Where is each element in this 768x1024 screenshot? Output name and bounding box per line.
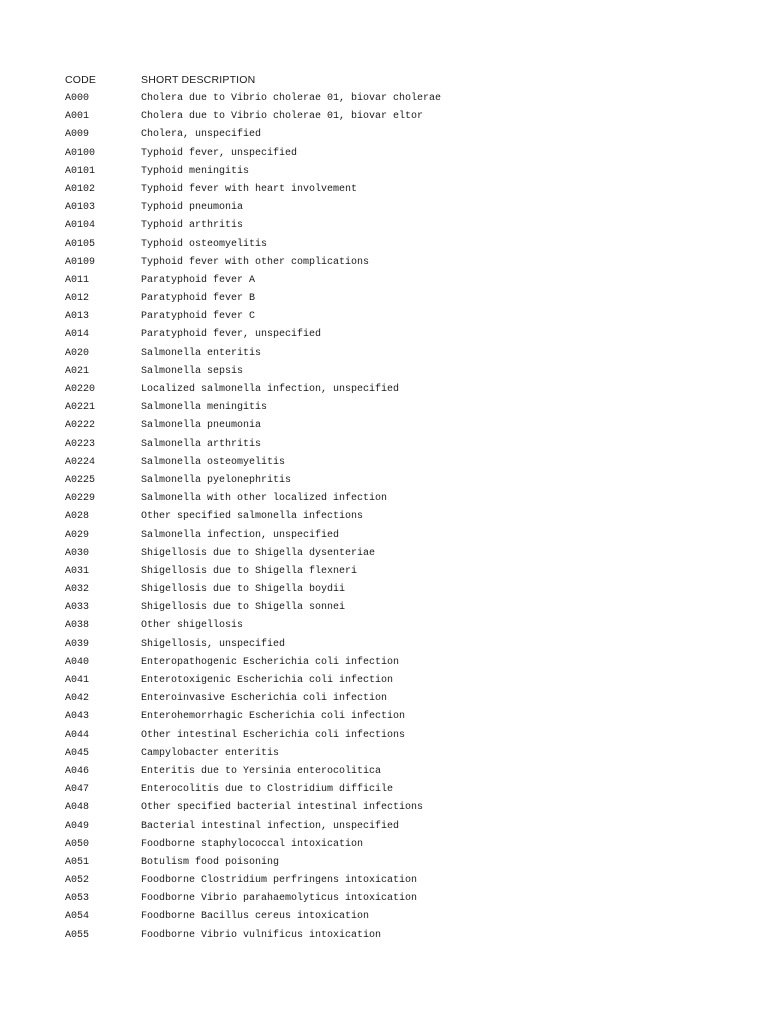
row-code: A054 [65,911,90,923]
row-code: A047 [65,784,90,796]
row-description: Enteropathogenic Escherichia coli infection [141,656,400,668]
row-description: Shigellosis due to Shigella boydii [141,584,346,596]
row-code: A028 [65,511,90,523]
row-description: Cholera due to Vibrio cholerae 01, biovar eltor [141,111,424,123]
row-description: Typhoid fever with other complications [141,256,370,268]
table-row [65,710,725,728]
row-description: Botulism food poisoning [141,856,280,868]
row-description: Typhoid meningitis [141,165,250,177]
row-code: A0105 [65,238,96,250]
row-code: A046 [65,765,90,777]
row-code: A011 [65,274,90,286]
row-code: A042 [65,693,90,705]
table-row [65,256,725,274]
row-code: A0229 [65,493,96,505]
table-row [65,910,725,928]
row-description: Salmonella pneumonia [141,420,262,432]
row-code: A031 [65,565,90,577]
table-row [65,219,725,237]
table-row [65,274,725,292]
row-code: A0221 [65,402,96,414]
table-row [65,583,725,601]
table-row [65,892,725,910]
row-description: Cholera due to Vibrio cholerae 01, biovar cholerae [141,93,442,104]
table-row [65,310,725,328]
row-code: A043 [65,711,90,723]
row-code: A033 [65,602,90,614]
row-code: A039 [65,638,90,650]
row-code: A0220 [65,384,96,395]
table-row [65,729,725,747]
row-code: A0102 [65,183,96,195]
row-code: A021 [65,365,90,377]
table-row [65,874,725,892]
table-row [65,801,725,819]
row-description: Foodborne Bacillus cereus intoxication [141,911,370,923]
row-description: Salmonella meningitis [141,402,268,414]
row-code: A030 [65,547,90,559]
row-description: Enterotoxigenic Escherichia coli infection [141,675,394,686]
row-code: A014 [65,329,90,341]
table-row [65,565,725,583]
table-row [65,92,725,110]
table-row [65,820,725,838]
row-description: Salmonella sepsis [141,365,244,377]
table-row [65,292,725,310]
row-code: A044 [65,729,90,741]
row-description: Other intestinal Escherichia coli infections [141,729,406,741]
row-code: A009 [65,129,90,141]
row-description: Paratyphoid fever B [141,293,256,305]
row-description: Salmonella osteomyelitis [141,456,286,468]
table-row [65,201,725,219]
row-description: Salmonella arthritis [141,438,262,450]
row-description: Salmonella with other localized infection [141,493,388,505]
row-description: Enterocolitis due to Clostridium difficile [141,784,394,796]
row-code: A045 [65,747,90,759]
row-code: A0224 [65,456,96,468]
row-description: Localized salmonella infection, unspecified [141,384,400,395]
row-code: A0104 [65,220,96,232]
row-description: Salmonella enteritis [141,347,262,359]
table-row [65,438,725,456]
table-row [65,692,725,710]
row-code: A032 [65,584,90,596]
column-header-code: CODE [65,74,97,86]
row-code: A0222 [65,420,96,432]
row-description: Enterohemorrhagic Escherichia coli infection [141,711,406,723]
row-description: Salmonella pyelonephritis [141,474,292,486]
row-code: A020 [65,347,90,359]
table-row [65,456,725,474]
row-description: Foodborne Clostridium perfringens intoxication [141,875,418,887]
row-description: Typhoid fever with heart involvement [141,183,358,195]
table-row [65,128,725,146]
code-list [65,92,725,947]
table-row [65,110,725,128]
table-row [65,765,725,783]
row-description: Paratyphoid fever C [141,311,256,323]
row-code: A0101 [65,165,96,177]
row-code: A048 [65,802,90,814]
row-code: A0223 [65,438,96,450]
row-description: Shigellosis due to Shigella dysenteriae [141,547,376,559]
row-description: Foodborne staphylococcal intoxication [141,838,364,850]
row-code: A055 [65,929,90,941]
row-code: A038 [65,620,90,632]
row-description: Typhoid arthritis [141,220,244,232]
row-code: A040 [65,656,90,668]
table-row [65,783,725,801]
row-description: Typhoid osteomyelitis [141,238,268,250]
row-description: Foodborne Vibrio vulnificus intoxication [141,929,382,941]
column-header-description: SHORT DESCRIPTION [141,74,256,86]
row-description: Other specified salmonella infections [141,511,364,523]
row-description: Foodborne Vibrio parahaemolyticus intoxication [141,893,418,905]
table-row [65,747,725,765]
row-code: A051 [65,856,90,868]
table-row [65,638,725,656]
table-row [65,474,725,492]
row-code: A013 [65,311,90,323]
table-row [65,183,725,201]
row-description: Other specified bacterial intestinal infections [141,802,424,814]
row-description: Shigellosis, unspecified [141,638,286,650]
table-row [65,365,725,383]
row-code: A001 [65,111,90,123]
row-description: Typhoid fever, unspecified [141,147,298,159]
table-row [65,419,725,437]
row-description: Bacterial intestinal infection, unspecified [141,820,400,832]
row-code: A0225 [65,474,96,486]
table-row [65,492,725,510]
row-description: Campylobacter enteritis [141,747,280,759]
row-description: Paratyphoid fever, unspecified [141,329,322,341]
row-description: Salmonella infection, unspecified [141,529,340,541]
table-row [65,165,725,183]
row-description: Paratyphoid fever A [141,274,256,286]
row-description: Cholera, unspecified [141,129,262,141]
row-code: A053 [65,893,90,905]
row-code: A012 [65,293,90,305]
row-code: A0103 [65,202,96,214]
table-row [65,674,725,692]
row-code: A0109 [65,256,96,268]
row-code: A050 [65,838,90,850]
table-row [65,547,725,565]
row-code: A052 [65,875,90,887]
row-code: A049 [65,820,90,832]
row-description: Typhoid pneumonia [141,202,244,214]
table-row [65,929,725,947]
table-row [65,238,725,256]
row-code: A041 [65,675,90,686]
table-row [65,510,725,528]
row-code: A029 [65,529,90,541]
table-row [65,656,725,674]
row-description: Enteroinvasive Escherichia coli infection [141,693,388,705]
table-row [65,529,725,547]
row-code: A0100 [65,147,96,159]
row-description: Shigellosis due to Shigella sonnei [141,602,346,614]
table-row [65,619,725,637]
table-row [65,147,725,165]
table-row [65,383,725,401]
table-row [65,328,725,346]
table-header [65,74,705,88]
row-code: A000 [65,93,90,104]
table-row [65,856,725,874]
table-row [65,401,725,419]
row-description: Shigellosis due to Shigella flexneri [141,565,358,577]
row-description: Other shigellosis [141,620,244,632]
table-row [65,838,725,856]
table-row [65,601,725,619]
table-row [65,347,725,365]
row-description: Enteritis due to Yersinia enterocolitica [141,765,382,777]
